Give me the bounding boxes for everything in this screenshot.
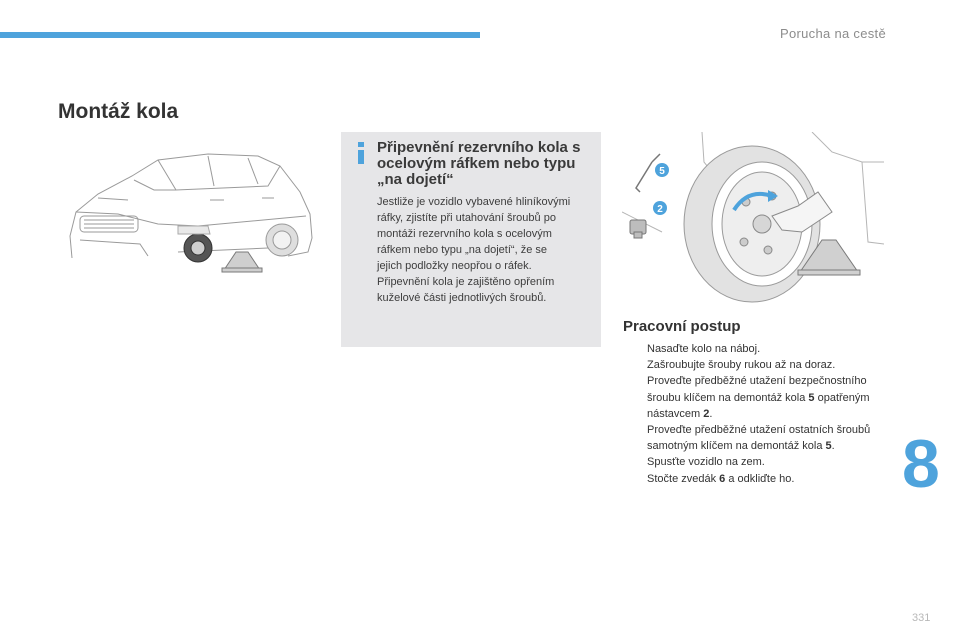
info-line: Jestliže je vozidlo vybavené hliníkovými (377, 196, 571, 208)
info-box-title: Připevnění rezervního kola s ocelovým ráfkem nebo typu „na dojetí“ (377, 139, 581, 188)
list-item: Stočte zvedák 6 a odkliďte ho. (647, 472, 795, 485)
info-box-text (377, 194, 597, 306)
wheel-mounting-illustration (622, 132, 884, 307)
header-accent-bar (0, 32, 480, 38)
list-item: Proveďte předběžné utažení ostatních šroubů samotným klíčem na demontáž kola 5. (647, 424, 871, 453)
info-line: ráfkem nebo typu „na dojetí“, že se (377, 244, 547, 256)
procedure-steps (623, 341, 891, 487)
info-line: Připevnění kola je zajištěno opřením (377, 276, 555, 288)
info-box (341, 132, 601, 347)
info-line: jejich podložky neopřou o ráfek. (377, 260, 532, 272)
procedure-title: Pracovní postup (623, 318, 741, 335)
info-icon (353, 142, 369, 164)
chapter-number: 8 (902, 426, 940, 502)
car-on-jack-illustration (58, 140, 326, 280)
list-item: Zašroubujte šrouby rukou až na doraz. (647, 359, 836, 372)
info-line: ráfky, zjistíte při utahování šroubů po (377, 212, 556, 224)
list-item: Proveďte předběžné utažení bezpečnostního šroubu klíčem na demontáž kola 5 opatřeným nástavcem 2. (647, 375, 870, 420)
callout-5: 5 (659, 166, 665, 177)
list-item: Spusťte vozidlo na zem. (647, 456, 765, 469)
callout-2: 2 (657, 204, 663, 215)
header-section-title: Porucha na cestě (780, 26, 886, 41)
info-line: kuželové části jednotlivých šroubů. (377, 292, 547, 304)
info-line: montáži rezervního kola s ocelovým (377, 228, 552, 240)
page-number: 331 (912, 612, 931, 624)
section-title: Montáž kola (58, 100, 179, 123)
list-item: Nasaďte kolo na náboj. (647, 343, 761, 355)
